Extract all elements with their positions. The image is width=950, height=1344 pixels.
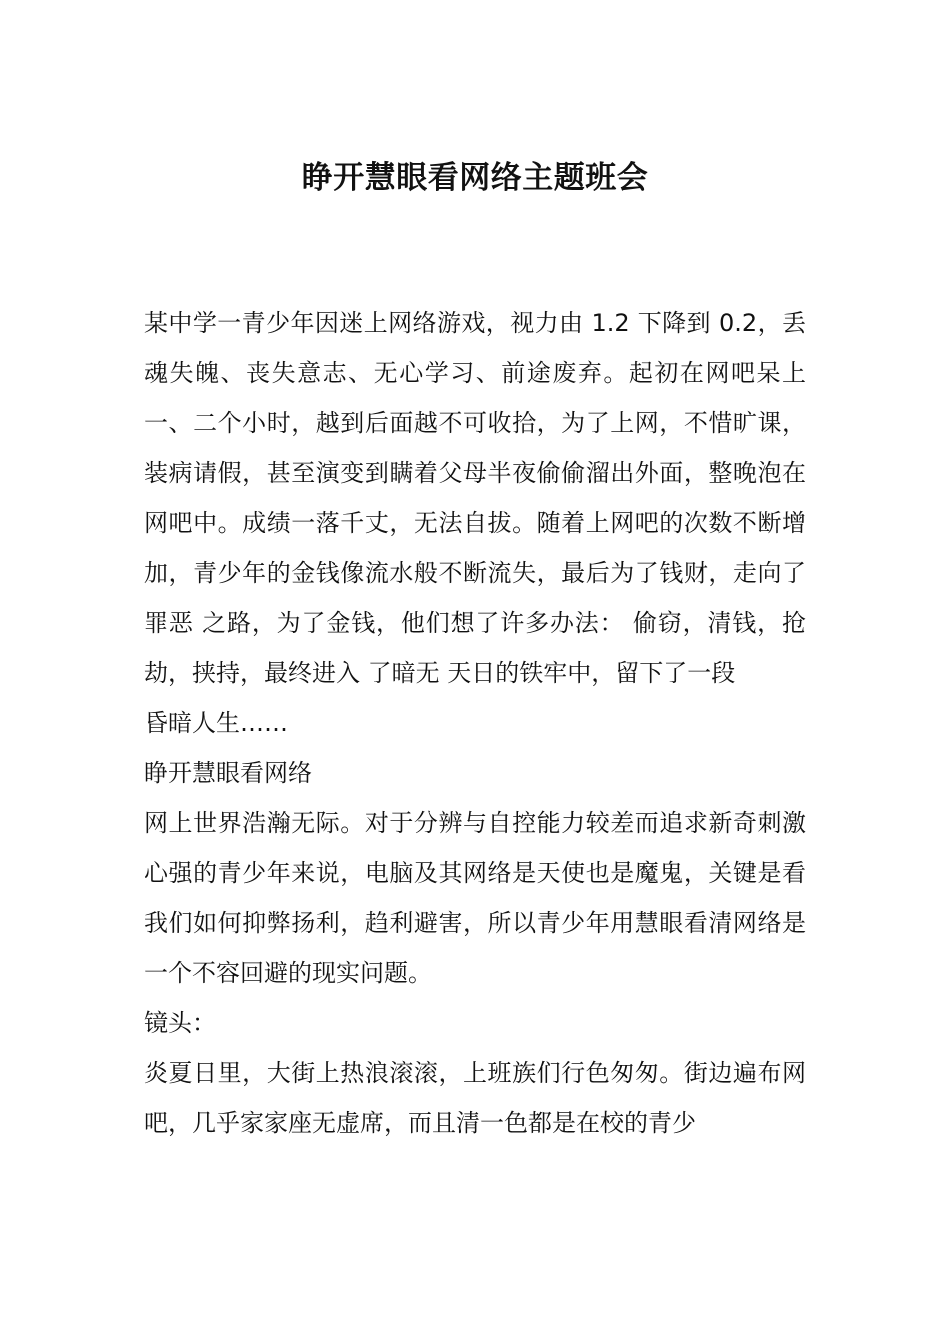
section-heading-scene: 镜头： [144,1009,216,1037]
paragraph-intro-story: 某中学一青少年因迷上网络游戏，视力由 1.2 下降到 0.2，丢魂失魄、丧失意志、无心学习、前途废弃。起初在网吧呆上一、二个小时，越到后面越不可收拾，为了上网，不惜旷课，装病请假，甚至演变到瞒着父母半夜偷偷溜出外面，整晚泡在网吧中。成绩一落千丈，无法自拔。随着上网吧的次数不断增加，青少年的金钱像流水般不断流失，最后为了钱财，走向了罪恶 之路，为了金钱，他们想了许多办法： 偷窃，清钱，抢劫，挟持，最终进入 了暗无 天日的铁牢中，留下了一段 [144,309,806,687]
paragraph-summer-scene: 炎夏日里，大街上热浪滚滚，上班族们行色匆匆。街边遍布网吧，几乎家家座无虚席，而且清一色都是在校的青少 [144,1059,806,1137]
section-heading-open-eyes: 睁开慧眼看网络 [144,759,312,787]
document-body [144,298,806,1148]
document-title: 睁开慧眼看网络主题班会 [301,160,649,196]
paragraph-dim-life: 昏暗人生…… [144,709,288,737]
paragraph-internet-world: 网上世界浩瀚无际。对于分辨与自控能力较差而追求新奇刺激心强的青少年来说，电脑及其网络是天使也是魔鬼，关键是看我们如何抑弊扬利，趋利避害，所以青少年用慧眼看清网络是一个不容回避的现实问题。 [144,809,806,987]
